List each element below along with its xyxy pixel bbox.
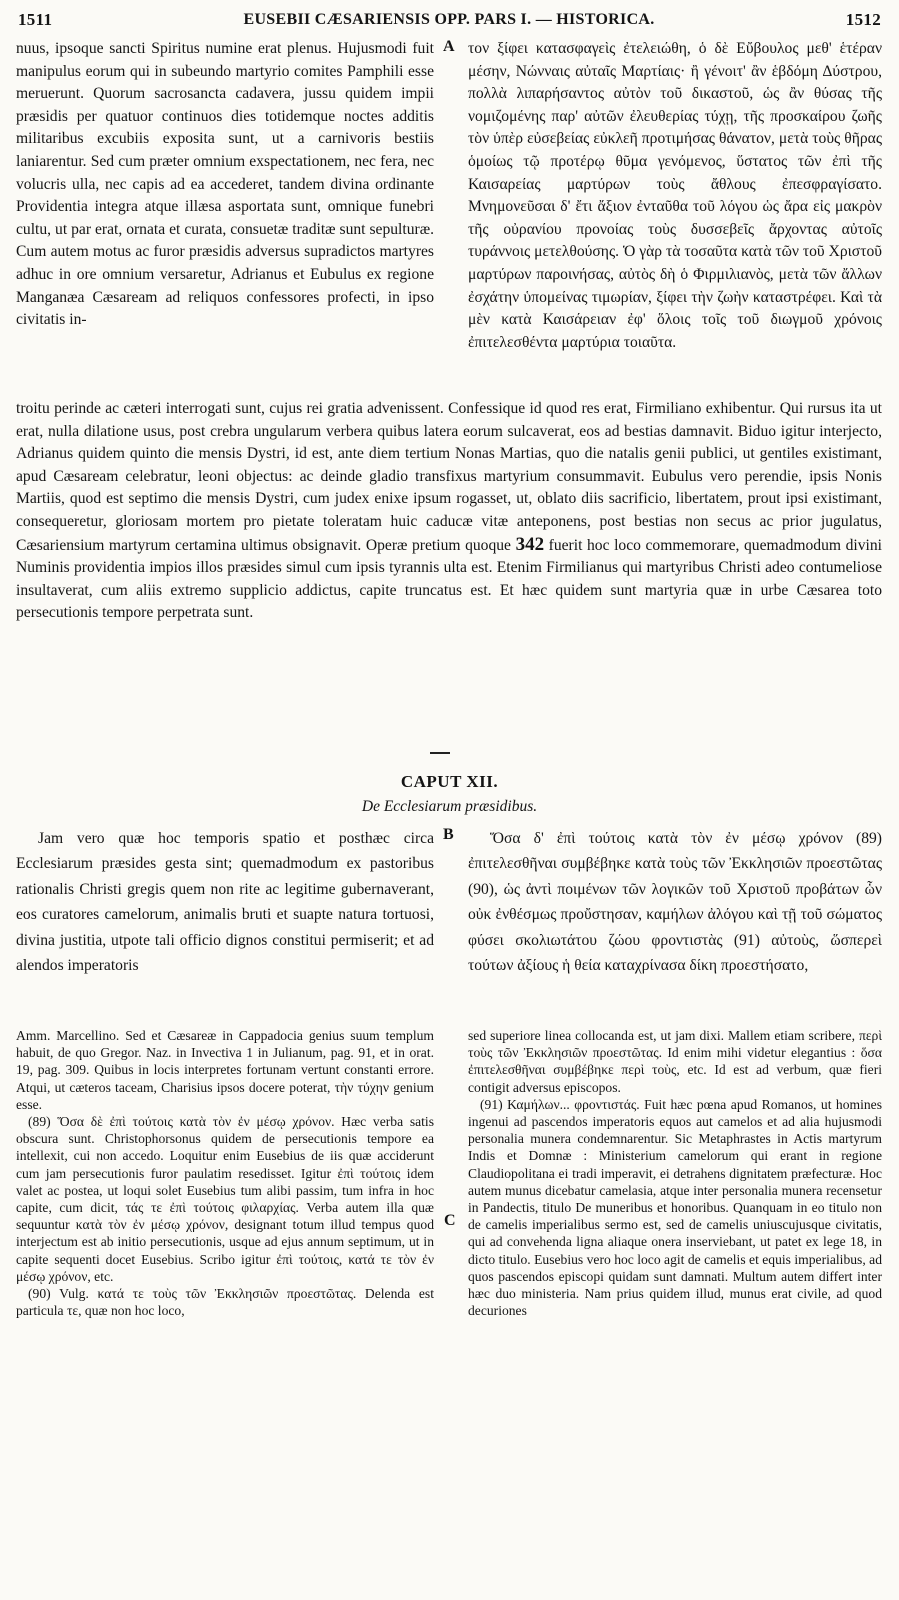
right-page-number: 1512 [845, 10, 881, 29]
section-divider [430, 752, 450, 754]
margin-marker-b: B [443, 826, 454, 843]
footnotes-right-column [468, 1027, 882, 1319]
footnote-91: (91) Καμήλων... φροντιστάς. Fuit hæc pœna apud Romanos, ut homines ingenui ad pascendos imperatoris equos aut camelos et ad alia hujusmodi personalia munera condemnarentur. Sic Metaphrastes in Actis martyrum Indis et Domnæ : Ministerium camelorum qui erant in regione Claudiopolitana ei tradi imperavit, ei detrahens dignitatem præfecturæ. Hoc autem munus dicebatur camelasia, atque inter personalia munera recensetur in Pandectis, titulo De muneribus et honoribus. Quanquam in eo titulo non de camelis imperialibus sermo est, sed de camelis uniuscujusque civitatis, qui ad convehenda ligna aliaque onera inserviebant, ut patet ex lege 18, in dicto titulo. Eusebius vero hoc loco agit de camelis et equis imperialibus, ad quos pascendos episcopi quidam sunt damnati. Multum autem differt inter hæc duo ministeria. Nam prius quidem illud, munus erat civile, ad quod decuriones [468, 1096, 882, 1319]
running-title: EUSEBII CÆSARIENSIS OPP. PARS I. — HISTORICA. [243, 11, 655, 28]
edition-page-number: 342 [515, 533, 545, 555]
full-text-part-2: fuerit hoc loco commemorare, quemadmodum divini Numinis providentia impios illos præsides simul cum ipsis tyrannis ulta est. Etenim Firmilianus qui martyribus Christi adeo contumeliose insultaverat, cum aliis extremo supplicio addictus, capite truncatus est. Et hæc quidem sunt martyria quæ in urbe Cæsarea toto persecutionis tempore perpetrata sunt. [16, 536, 882, 622]
footnote-90-continuation: sed superiore linea collocanda est, ut jam dixi. Mallem etiam scribere, περὶ τοὺς τῶν Ἐκκλησιῶν προεστῶτας. Id enim mihi videtur elegantius : ὅσα ἐπιτελεσθῆναι συμβέβηκε περὶ τοὺς, etc. Id est ad verbum, quæ fieri contigit adversus episcopos. [468, 1028, 882, 1095]
full-text-part-1: troitu perinde ac cæteri interrogati sunt, cujus rei gratia advenissent. Confessique id quod res erat, Firmiliano exhibentur. Qui rursus ita ut erat, nulla dilatione usus, post crebra ungularum verbera quibus latera eorum sulcaverat, eos ad bestias damnavit. Biduo igitur interjecto, Adrianus quidem quinto die mensis Dystri, id est, ante diem tertium Nonas Martias, quo die natalis genii publici, ut gentiles existimant, apud Cæsaream celebratur, leoni objectus: ac deinde gladio transfixus martyrium consummavit. Eubulus vero perendie, ipsis Nonis Martiis, quod est septimo die mensis Dystri, cum judex enixe ipsum rogasset, ut, oblato diis sacrificio, libertatem, prout ipsi existimant, consequeretur, gloriosam mortem pro pietate toleratam huic caducæ vitæ anteponens, post bestias non secus ac prior jugulatus, Cæsariensium martyrum certamina ultimus obsignavit. Operæ pretium quoque [16, 400, 882, 554]
footnotes-left-column [16, 1027, 434, 1319]
footnote-89: (89) Ὅσα δὲ ἐπὶ τούτοις κατὰ τὸν ἐν μέσῳ χρόνον. Hæc verba satis obscura sunt. Christophorsonus quidem de persecutionis tempore ea intellexit, cui non accedo. Loquitur enim Eusebius de iis quæ acciderunt cum jam persecutionis furor paulatim resedisset. Igitur ἐπὶ τούτοις idem valet ac postea, ut loqui solet Eusebius tum alibi passim, tum infra in hoc capite, cum dicit, τάς τε ἐπὶ τούτοις φιλαρχίας. Verba autem illa quæ sequuntur κατὰ τὸν ἐν μέσῳ χρόνον, designant totum illud tempus quod interjectum est ab initio persecutionis, usque ad ejus annum septimum, ut in capite sequenti docet Eusebius. Scribo igitur ἐπὶ τούτοις, κατά τε τὸν ἐν μέσῳ χρόνον, etc. [16, 1114, 434, 1284]
greek-column-top [468, 38, 882, 354]
margin-marker-c: C [444, 1212, 456, 1229]
footnote-continuation: Amm. Marcellino. Sed et Cæsareæ in Cappadocia genius suum templum habuit, de quo Gregor. Naz. in Invectiva 1 in Julianum, pag. 91, et in orat. 19, pag. 309. Quibus in locis interpretes fortunam vertunt constanti errore. Atqui, ut cæteros taceam, Charisius ipsos docere poterat, τὴν τύχην genium esse. [16, 1028, 434, 1112]
chapter-title: CAPUT XII. [400, 772, 499, 791]
greek-paragraph: τον ξίφει κατασφαγεὶς ἐτελειώθη, ὁ δὲ Εὔβουλος μεθ' ἑτέραν μέσην, Νώνναις αὐταῖς Μαρτίαις· ἢ γένοιτ' ἂν ἑβδόμη Δύστρου, πολλὰ λιπαρήσαντος αὐτὸν τοῦ δικαστοῦ, ὡς ἂν θύσας τῆς νομιζομένης παρ' αὐτῶν ἐλευθερίας τύχῃ, τῆς προσκαίρου ζωῆς τὸν ὑπὲρ εὐσεβείας εὐκλεῆ προτιμήσας θάνατον, μετὰ τοὺς θῆρας ὁμοίως τῷ προτέρῳ θῦμα γενόμενος, ὕστατος τῶν ἐπὶ τῆς Καισαρείας μαρτύρων τοὺς ἄθλους ἐπεσφραγίσατο. Μνημονεῦσαι δ' ἔτι ἄξιον ἐνταῦθα τοῦ λόγου ὡς ἄρα εἰς μακρὸν τῆς οὐρανίου προνοίας τοὺς δυσσεβεῖς ἄρχοντας αὐτοῖς τυράννοις μετελθούσης. Ὁ γὰρ τὰ τοσαῦτα κατὰ τῶν τοῦ Χριστοῦ μαρτύρων παροινήσας, αὐτὸς δὴ ὁ Φιρμιλιανὸς, μετὰ τῶν ἄλλων ἐσχάτην ὑπομείνας τιμωρίαν, ξίφει τὴν ζωὴν καταστρέφει. Καὶ τὰ μὲν κατὰ Καισάρειαν ἐφ' ὅλοις τοῖς τοῦ διωγμοῦ χρόνοις ἐπιτελεσθέντα μαρτύρια τοιαῦτα. [468, 40, 882, 351]
latin-paragraph: nuus, ipsoque sancti Spiritus numine erat plenus. Hujusmodi fuit manipulus eorum qui in subeundo martyrio comites Pamphili esse meruerunt. Quorum sacrosancta cadavera, jussu quidem impii præsidis per quatuor continuos dies totidemque noctes additis militaribus excubiis exposita sunt, ut a carnivoris bestiis laniarentur. Sed cum præter omnium exspectationem, nec fera, nec volucris ulla, nec capis ad ea accederet, tandem divina ordinante Providentia integra atque illæsa asportata sunt, omnique funebri cultu, ut par erat, ornata et curata, consuetæ traditæ sunt sepulturæ. Cum autem motus ac furor præsidis adversus supradictos martyres adhuc in ore omnium versaretur, Adrianus et Eubulus ex regione Manganæa Cæsaream ad reliquos confessores profecti, in ipso civitatis in- [16, 40, 434, 329]
chapter-greek-column [468, 826, 882, 978]
footnote-90: (90) Vulg. κατά τε τοὺς τῶν Ἐκκλησιῶν προεστῶτας. Delenda est particula τε, quæ non hoc loco, [16, 1286, 434, 1319]
running-header [18, 6, 881, 34]
chapter-latin-paragraph: Jam vero quæ hoc temporis spatio et posthæc circa Ecclesiarum præsides gesta sint; quemadmodum ex pastoribus rationalis Christi gregis quem non rite ac legitime gubernaverant, eos curatores camelorum, animalis bruti et suapte natura tortuosi, divina justitia, utpote tali officio dignos constitui permiserit; et ad alendos imperatoris [16, 830, 434, 975]
full-width-paragraph [16, 398, 882, 625]
chapter-subtitle: De Ecclesiarum præsidibus. [361, 798, 538, 815]
chapter-latin-column [16, 826, 434, 978]
left-page-number: 1511 [18, 10, 53, 29]
latin-column-top [16, 38, 434, 332]
chapter-greek-paragraph: Ὅσα δ' ἐπὶ τούτοις κατὰ τὸν ἐν μέσῳ χρόνον (89) ἐπιτελεσθῆναι συμβέβηκε κατὰ τοὺς τῶν Ἐκκλησιῶν προεστῶτας (90), ὡς ἀντὶ ποιμένων τῶν λογικῶν τοῦ Χριστοῦ προβάτων ὧν οὐκ ἐνθέσμως προὔστησαν, καμήλων ἀλόγου καὶ τῇ τοῦ σώματος φύσει σκολιωτάτου ζώου φροντιστὰς (91) αὐτοὺς, ὥσπερεὶ τούτων ἀξίους ἡ θεία καταχρίνασα δίκη προεστήσατο, [468, 830, 882, 975]
margin-marker-a: A [443, 38, 455, 55]
